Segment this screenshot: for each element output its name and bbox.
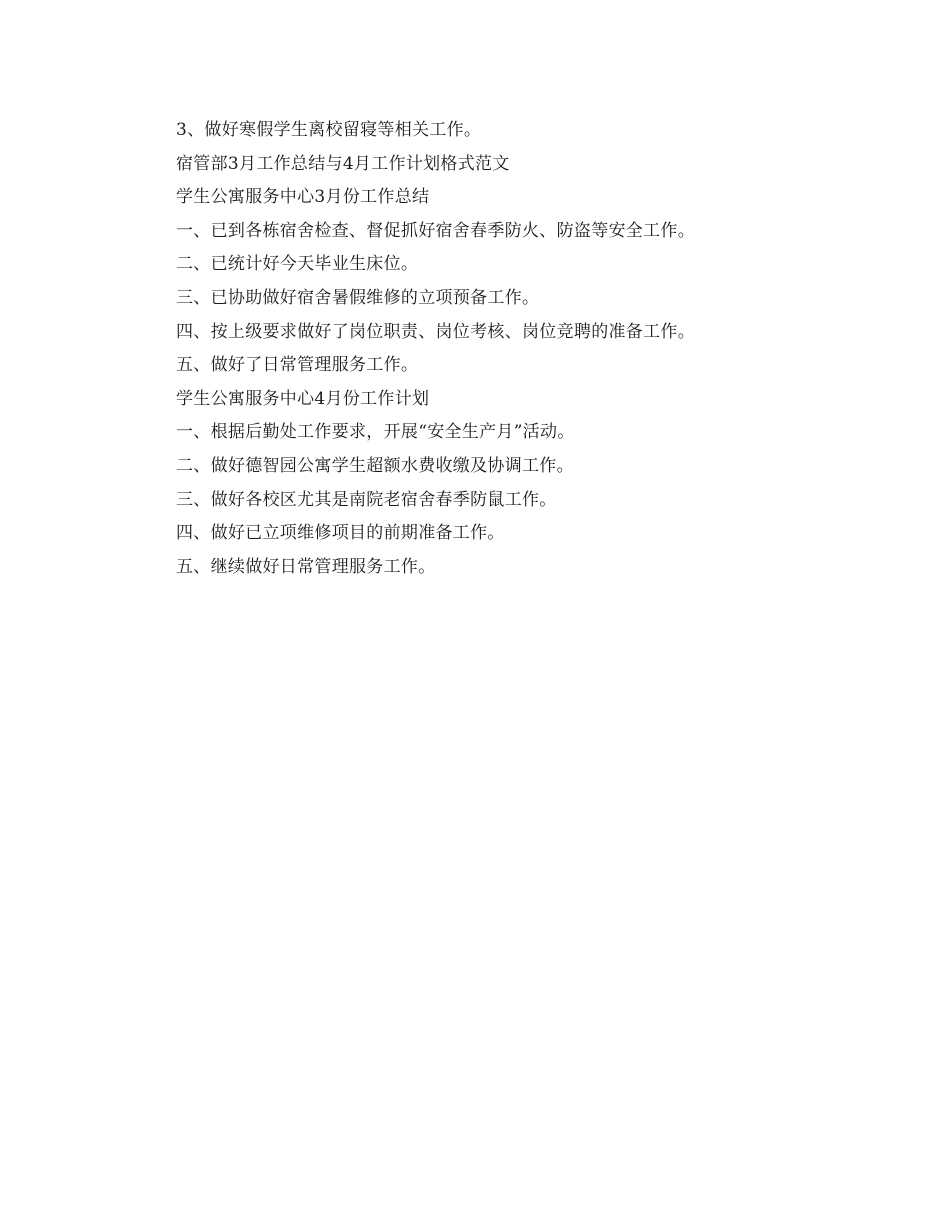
list-item: 三、已协助做好宿舍暑假维修的立项预备工作。 <box>176 287 540 308</box>
list-item: 四、做好已立项维修项目的前期准备工作。 <box>176 523 505 544</box>
list-item: 三、做好各校区尤其是南院老宿舍春季防鼠工作。 <box>176 489 557 510</box>
section-heading: 学生公寓服务中心4月份工作计划 <box>176 388 430 409</box>
list-item: 一、根据后勤处工作要求，开展“安全生产月”活动。 <box>176 422 575 443</box>
list-item: 四、按上级要求做好了岗位职责、岗位考核、岗位竞聘的准备工作。 <box>176 321 695 342</box>
document-body <box>176 114 896 584</box>
list-item: 二、已统计好今天毕业生床位。 <box>176 254 419 275</box>
list-item: 五、做好了日常管理服务工作。 <box>176 355 419 376</box>
text-line: 3、做好寒假学生离校留寝等相关工作。 <box>176 120 482 140</box>
list-item: 五、继续做好日常管理服务工作。 <box>176 556 436 577</box>
list-item: 一、已到各栋宿舍检查、督促抓好宿舍春季防火、防盗等安全工作。 <box>176 220 695 241</box>
section-title: 宿管部3月工作总结与4月工作计划格式范文 <box>176 153 510 174</box>
section-heading: 学生公寓服务中心3月份工作总结 <box>176 187 430 208</box>
list-item: 二、做好德智园公寓学生超额水费收缴及协调工作。 <box>176 455 574 476</box>
